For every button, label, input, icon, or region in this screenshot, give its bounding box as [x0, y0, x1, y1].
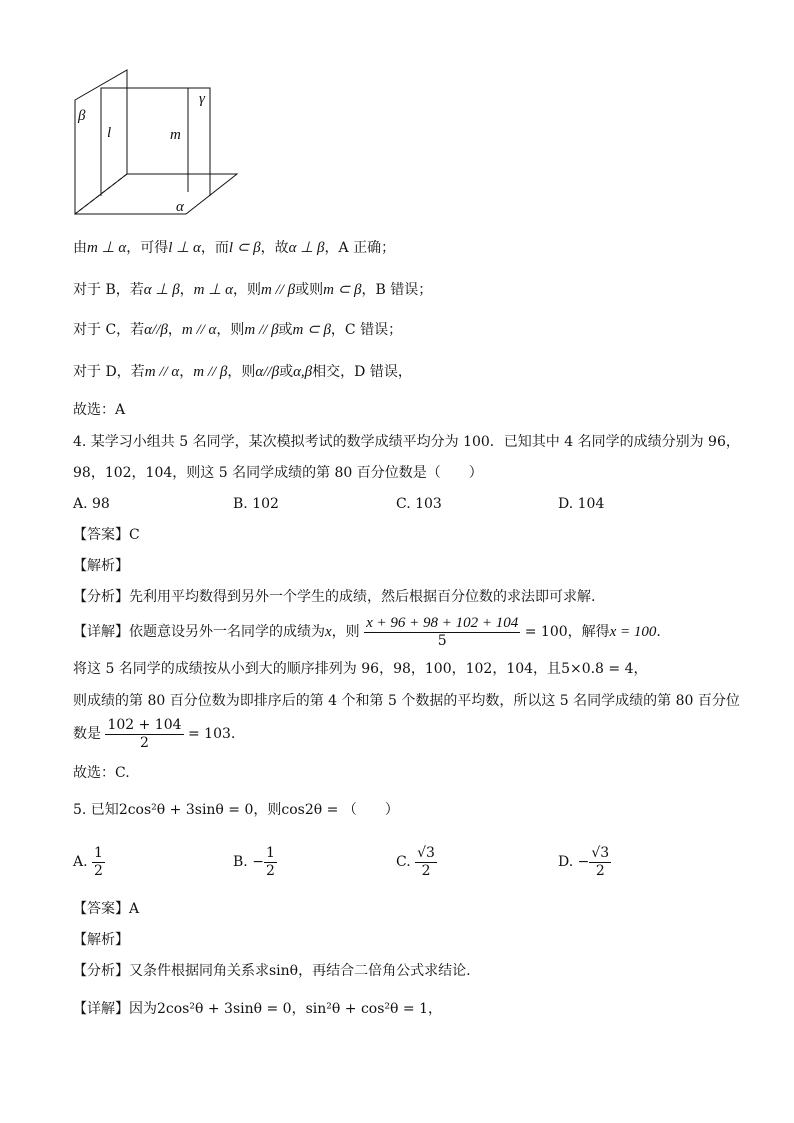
- q5-jiexi: 【解析】: [73, 932, 129, 948]
- label-beta: β: [78, 108, 86, 124]
- plane-gamma: [101, 88, 210, 196]
- q5-option-c: C. $\frac{√3}{2}$: [396, 844, 435, 879]
- label-gamma: γ: [199, 91, 205, 107]
- q4-stem-2: 98，102，104，则这 5 名同学成绩的第 80 百分位数是（ ）: [73, 465, 483, 481]
- q3-choice: 故选：A: [73, 402, 126, 418]
- label-m: m: [170, 127, 181, 143]
- q5-stem: 5. 已知2cos²θ + 3sinθ = 0，则cos2θ = （ ）: [73, 802, 399, 818]
- label-alpha: α: [176, 199, 184, 215]
- q5-option-a: A. $\frac{1}{2}$: [73, 844, 103, 879]
- q4-last-fraction: $\frac{102 + 104}{2}$: [107, 716, 182, 751]
- q4-answer: 【答案】C: [73, 527, 140, 543]
- q5-option-b: B. − $\frac{1}{2}$: [233, 844, 275, 879]
- q5-detail: 【详解】因为2cos²θ + 3sinθ = 0，sin²θ + cos²θ = 1，: [73, 1001, 442, 1017]
- q3-line-b: 对于 B，若α ⊥ β，m ⊥ α，则m // β或则m ⊂ β，B 错误；: [73, 282, 433, 298]
- q4-stem-1: 4. 某学习小组共 5 名同学，某次模拟考试的数学成绩平均分为 100．已知其中 4 名同学的成绩分别为 96，: [73, 434, 740, 450]
- q4-last: 数是 $\frac{102 + 104}{2}$ = 103.: [73, 716, 236, 751]
- q4-fraction: $\frac{x + 96 + 98 + 102 + 104}{5}$: [366, 614, 519, 649]
- q5-option-d: D. − $\frac{√3}{2}$: [558, 844, 610, 879]
- q4-sort: 将这 5 名同学的成绩按从小到大的顺序排列为 96，98，100，102，104，且5×0.8 = 4，: [73, 661, 648, 677]
- q5-fenxi: 【分析】又条件根据同角关系求sinθ，再结合二倍角公式求结论.: [73, 963, 471, 979]
- q4-option-c: C. 103: [396, 496, 442, 512]
- q4-conclude: 则成绩的第 80 百分位数为即排序后的第 4 个和第 5 个数据的平均数，所以这 5 名同学成绩的第 80 百分位: [73, 693, 740, 709]
- q4-option-b: B. 102: [233, 496, 279, 512]
- q4-jiexi: 【解析】: [73, 558, 129, 574]
- q4-option-d: D. 104: [558, 496, 605, 512]
- q4-option-a: A. 98: [73, 496, 110, 512]
- q5-answer: 【答案】A: [73, 901, 140, 917]
- q4-detail: 【详解】依题意设另外一名同学的成绩为x，则 $\frac{x + 96 + 98 + 102 + 104}{5}$ = 100，解得x = 100.: [73, 614, 661, 649]
- q3-line-c: 对于 C，若α//β，m // α，则m // β或m ⊂ β，C 错误；: [73, 322, 403, 338]
- q4-choice: 故选：C.: [73, 765, 130, 781]
- q3-line-a: 由m ⊥ α，可得l ⊥ α，而l ⊂ β，故α ⊥ β，A 正确；: [73, 240, 396, 256]
- geometry-figure: [60, 62, 260, 222]
- q4-fenxi: 【分析】先利用平均数得到另外一个学生的成绩，然后根据百分位数的求法即可求解.: [73, 589, 596, 605]
- q3-line-d: 对于 D，若m // α，m // β，则α//β或α,β相交，D 错误，: [73, 364, 412, 380]
- label-l: l: [107, 125, 112, 141]
- plane-alpha: [75, 174, 237, 214]
